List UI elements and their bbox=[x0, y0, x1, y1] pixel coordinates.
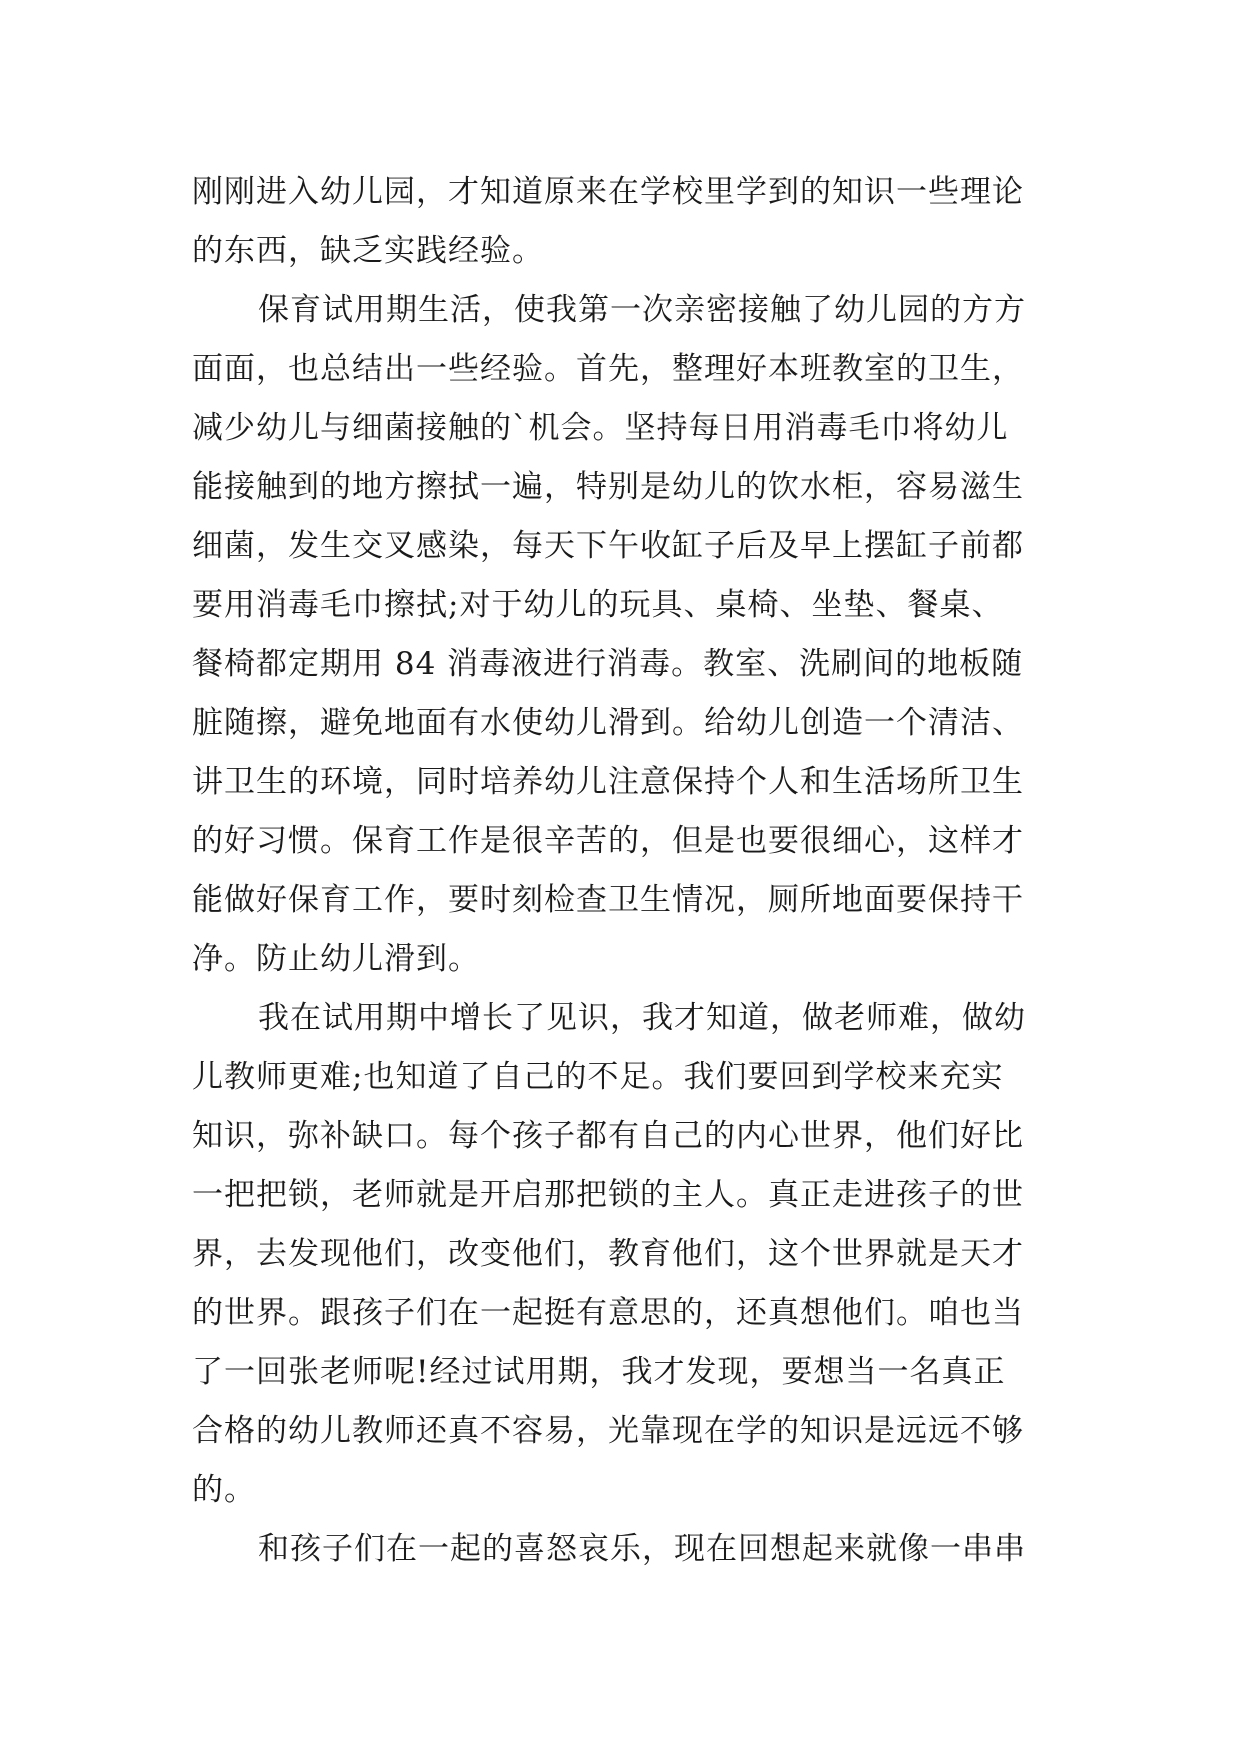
text-line: 减少幼儿与细菌接触的`机会。坚持每日用消毒毛巾将幼儿 bbox=[192, 410, 1009, 446]
text-line: 儿教师更难;也知道了自己的不足。我们要回到学校来充实 bbox=[192, 1059, 1004, 1095]
text-line: 保育试用期生活，使我第一次亲密接触了幼儿园的方方 bbox=[258, 292, 1026, 328]
text-line: 能接触到的地方擦拭一遍，特别是幼儿的饮水柜，容易滋生 bbox=[192, 469, 1024, 505]
text-line: 合格的幼儿教师还真不容易，光靠现在学的知识是远远不够 bbox=[192, 1413, 1024, 1449]
text-line: 的东西，缺乏实践经验。 bbox=[192, 233, 544, 269]
text-line: 讲卫生的环境，同时培养幼儿注意保持个人和生活场所卫生 bbox=[192, 764, 1024, 800]
text-line: 的世界。跟孩子们在一起挺有意思的，还真想他们。咱也当 bbox=[192, 1295, 1024, 1331]
text-line: 能做好保育工作，要时刻检查卫生情况，厕所地面要保持干 bbox=[192, 882, 1024, 918]
text-line: 了一回张老师呢!经过试用期，我才发现，要想当一名真正 bbox=[192, 1354, 1006, 1390]
text-line: 餐椅都定期用 84 消毒液进行消毒。教室、洗刷间的地板随 bbox=[192, 646, 1024, 682]
text-line: 知识，弥补缺口。每个孩子都有自己的内心世界，他们好比 bbox=[192, 1118, 1024, 1154]
text-line: 和孩子们在一起的喜怒哀乐，现在回想起来就像一串串 bbox=[258, 1531, 1026, 1567]
text-line: 要用消毒毛巾擦拭;对于幼儿的玩具、桌椅、坐垫、餐桌、 bbox=[192, 587, 1004, 623]
text-line: 界，去发现他们，改变他们，教育他们，这个世界就是天才 bbox=[192, 1236, 1024, 1272]
text-line: 细菌，发生交叉感染，每天下午收缸子后及早上摆缸子前都 bbox=[192, 528, 1024, 564]
text-line: 一把把锁，老师就是开启那把锁的主人。真正走进孩子的世 bbox=[192, 1177, 1024, 1213]
text-line: 我在试用期中增长了见识，我才知道，做老师难，做幼 bbox=[258, 1000, 1026, 1036]
text-line: 的好习惯。保育工作是很辛苦的，但是也要很细心，这样才 bbox=[192, 823, 1024, 859]
text-line: 面面，也总结出一些经验。首先，整理好本班教室的卫生， bbox=[192, 351, 1024, 387]
text-line: 的。 bbox=[192, 1472, 256, 1508]
text-line: 脏随擦，避免地面有水使幼儿滑到。给幼儿创造一个清洁、 bbox=[192, 705, 1024, 741]
text-line: 刚刚进入幼儿园，才知道原来在学校里学到的知识一些理论 bbox=[192, 174, 1024, 210]
text-line: 净。防止幼儿滑到。 bbox=[192, 941, 480, 977]
body-text bbox=[192, 163, 1072, 1579]
